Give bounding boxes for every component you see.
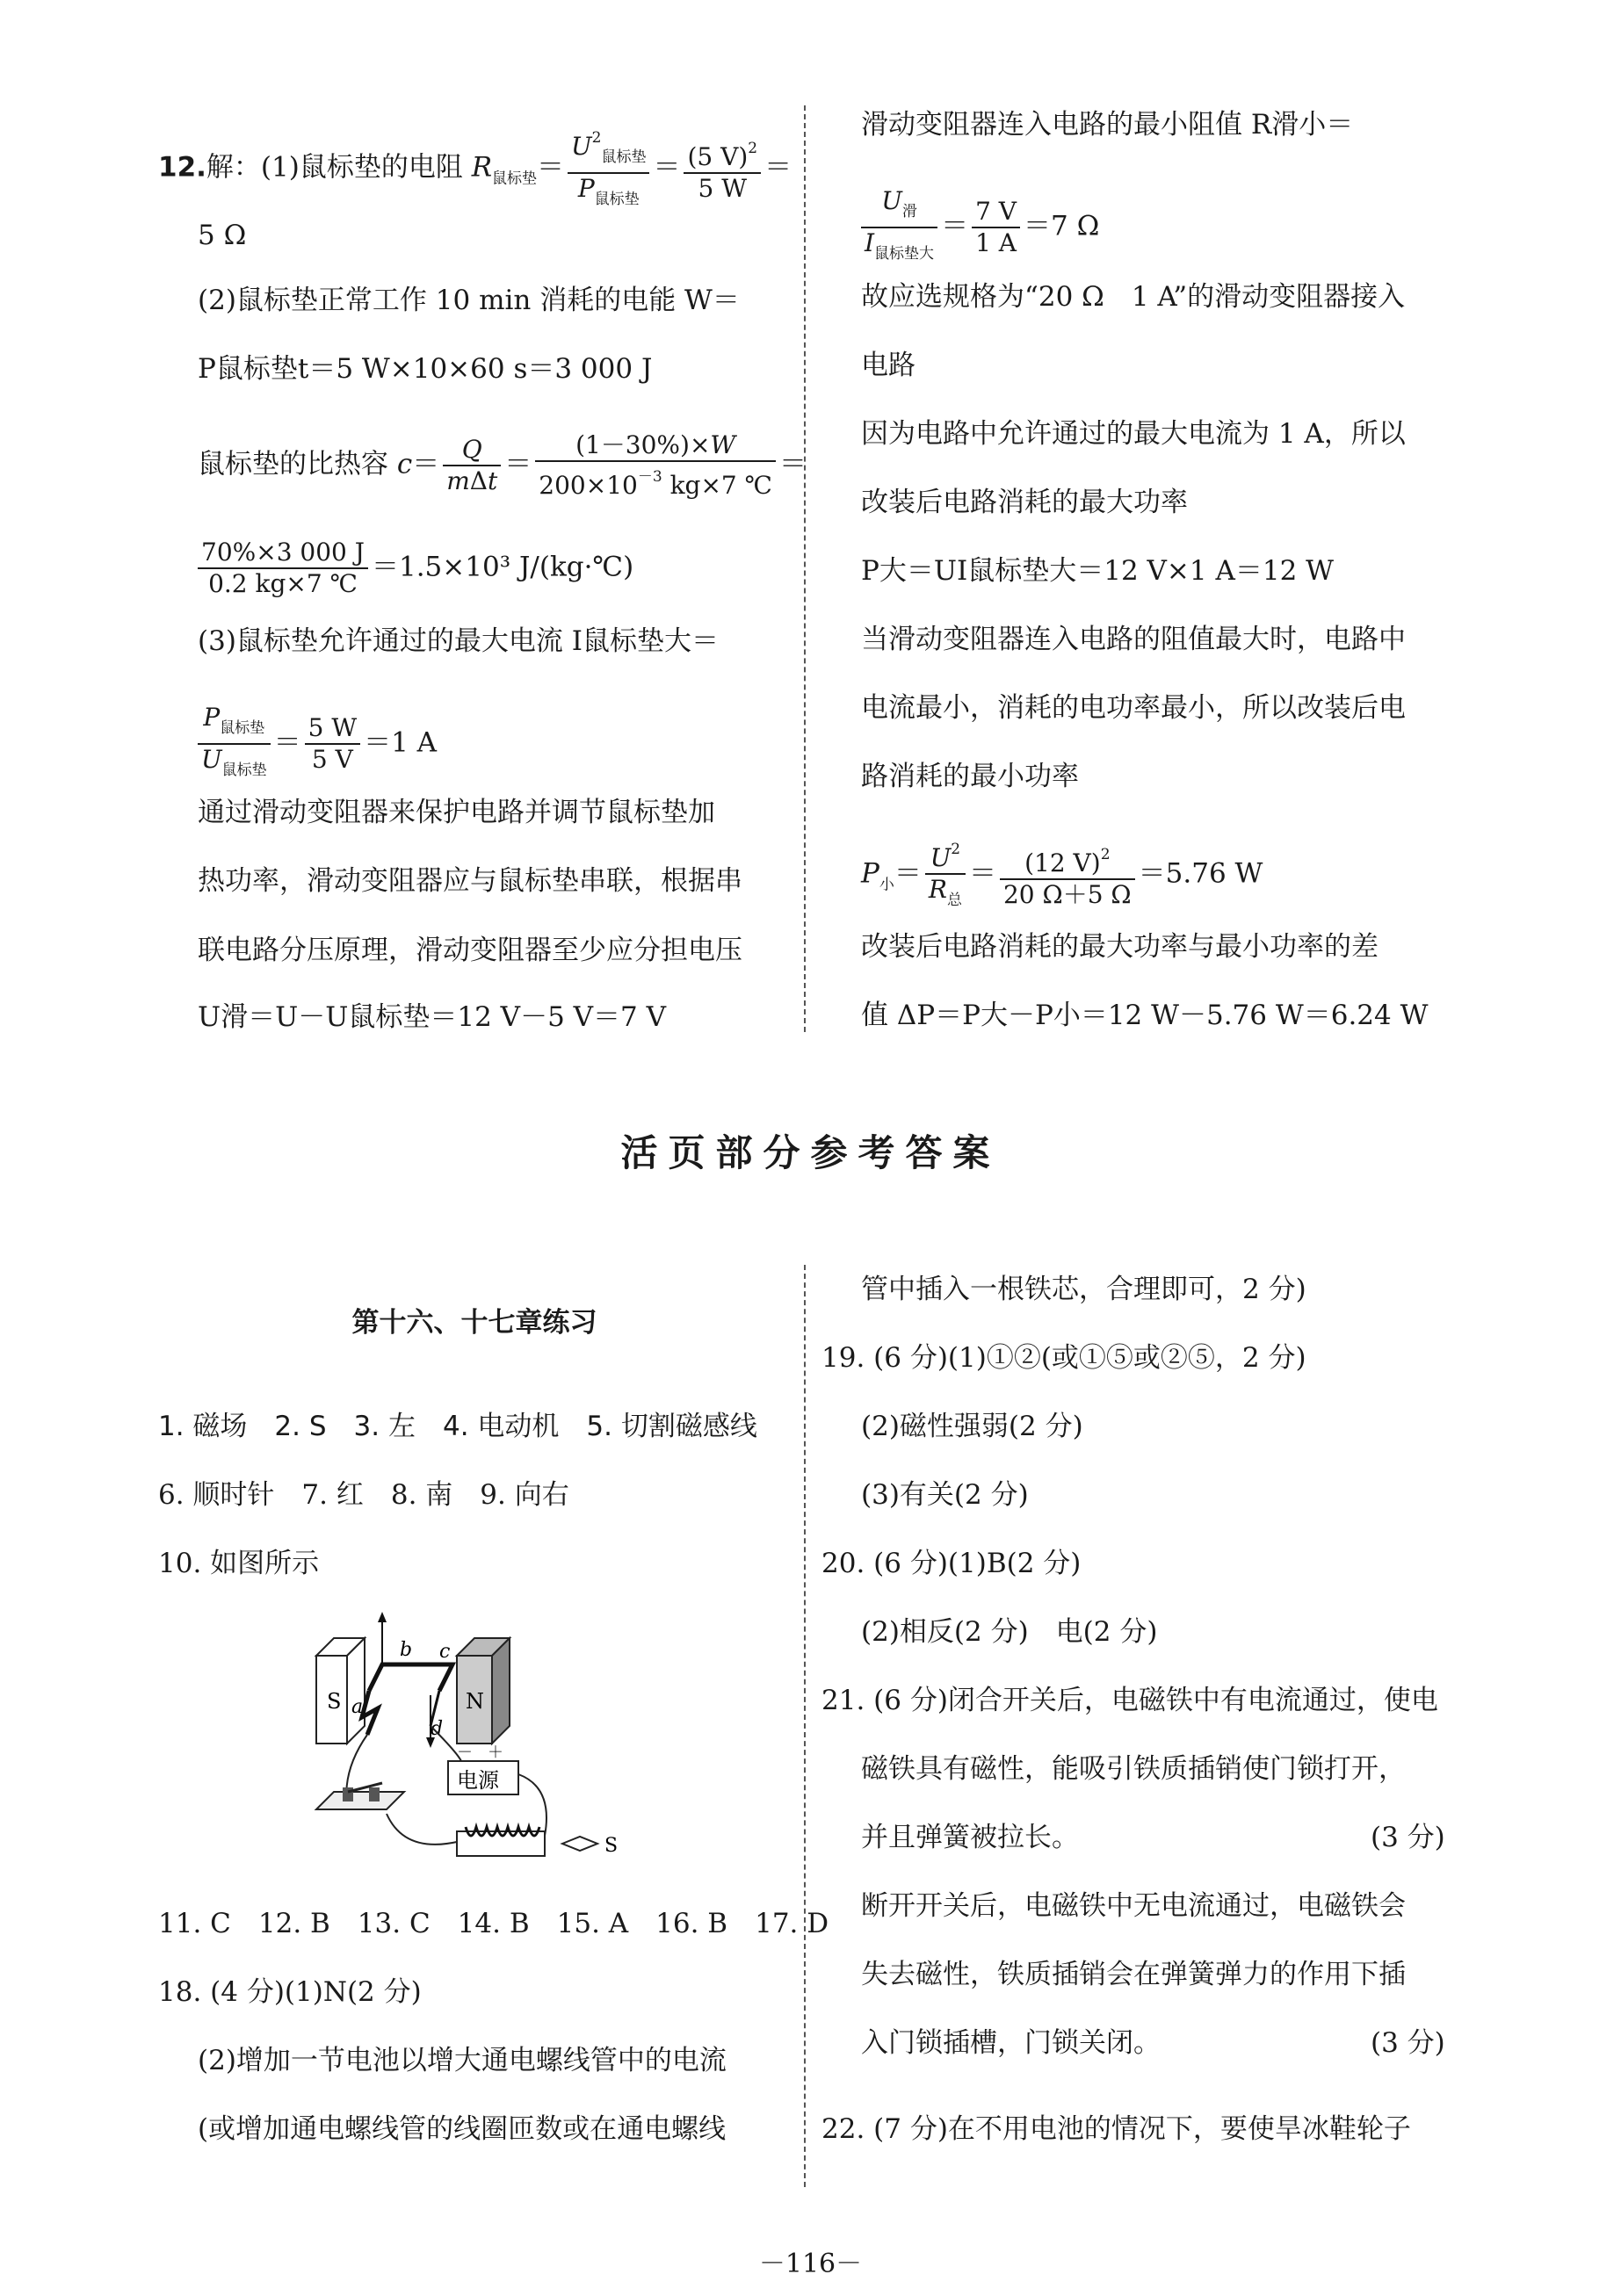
answers-line3: 10. 如图所示 — [158, 1548, 320, 1579]
q12-line2: 5 Ω — [198, 220, 247, 251]
label-c: c — [439, 1641, 451, 1663]
compass-s-label: S — [604, 1835, 619, 1857]
q12-line6: $\frac{70\%\times 3 000 J}{0.2 kg\times 7 ℃}$ ＝1.5×10³ J/(kg·℃) — [198, 538, 633, 599]
answers-line5: 18. (4 分)(1)N(2 分) — [158, 1976, 422, 2008]
answers-r-line13: 22. (7 分)在不用电池的情况下，要使旱冰鞋轮子 — [821, 2113, 1411, 2145]
column-divider-top — [804, 105, 806, 1032]
q12-line12: U滑＝U－U鼠标垫＝12 V－5 V＝7 V — [198, 1001, 666, 1033]
answers-line1: 1. 磁场 2. S 3. 左 4. 电动机 5. 切割磁感线 — [158, 1411, 757, 1442]
q12-line8: $\frac{P_{鼠标垫}}{U_{鼠标垫}}$ ＝ $\frac{5 W}{5 V}$ ＝1 A — [198, 703, 437, 785]
answers-r-score2: (3 分) — [1371, 2027, 1445, 2059]
q12r-line10: 路消耗的最小功率 — [861, 761, 1079, 792]
answers-r-score1: (3 分) — [1371, 1822, 1445, 1853]
q12r-line4: 电路 — [861, 350, 915, 381]
answers-r-line9: 并且弹簧被拉长。 — [861, 1822, 1079, 1853]
q12-line11: 联电路分压原理，滑动变阻器至少应分担电压 — [198, 935, 742, 966]
answers-line4: 11. C 12. B 13. C 14. B 15. A 16. B 17. D — [158, 1908, 829, 1939]
q12r-line7: P大＝UI鼠标垫大＝12 V×1 A＝12 W — [861, 555, 1335, 587]
section-heading: 第十六、十七章练习 — [351, 1307, 597, 1339]
q12r-line8: 当滑动变阻器连入电路的阻值最大时，电路中 — [861, 624, 1406, 655]
answers-r-line11: 失去磁性，铁质插销会在弹簧弹力的作用下插 — [861, 1959, 1406, 1990]
answers-r-line8: 磁铁具有磁性，能吸引铁质插销使门锁打开， — [861, 1753, 1406, 1785]
q12r-line9: 电流最小，消耗的电功率最小，所以改装后电 — [861, 692, 1406, 724]
q12-line9: 通过滑动变阻器来保护电路并调节鼠标垫加 — [198, 797, 715, 828]
answers-r-line10: 断开开关后，电磁铁中无电流通过，电磁铁会 — [861, 1890, 1406, 1922]
q12r-line2: $\frac{U_滑}{I_{鼠标垫大}}$ ＝ $\frac{7 V}{1 A}$ ＝7 Ω — [861, 186, 1099, 269]
label-a: a — [351, 1696, 364, 1718]
arrow-head-up — [378, 1612, 387, 1622]
n-pole-label: N — [466, 1689, 484, 1714]
answers-r-line7: 21. (6 分)闭合开关后，电磁铁中有电流通过，使电 — [821, 1685, 1438, 1716]
label-d: d — [431, 1718, 444, 1740]
q12r-line6: 改装后电路消耗的最大功率 — [861, 487, 1188, 518]
page-number: －116－ — [758, 2249, 863, 2279]
q12-line5: 鼠标垫的比热容 c＝ $\frac{Q}{\text{mΔt}}$ ＝ $\frac{(1-30\%)\times W}{200\times 10^{-3} kg\times 7 ℃}$ ＝ — [198, 430, 807, 500]
answers-r-line3: (2)磁性强弱(2 分) — [861, 1411, 1083, 1442]
answers-line7: (或增加通电螺线管的线圈匝数或在通电螺线 — [198, 2113, 727, 2145]
answers-r-line12: 入门锁插槽，门锁关闭。 — [861, 2027, 1161, 2059]
s-pole-label: S — [327, 1689, 342, 1714]
answers-line6: (2)增加一节电池以增大通电螺线管中的电流 — [198, 2045, 727, 2076]
switch-terminal-right — [369, 1787, 380, 1801]
page-title: 活页部分参考答案 — [620, 1131, 1001, 1174]
coil-bc — [369, 1664, 452, 1691]
q12-line3: (2)鼠标垫正常工作 10 min 消耗的电能 W＝ — [198, 285, 740, 316]
answers-r-line5: 20. (6 分)(1)B(2 分) — [821, 1548, 1082, 1579]
answers-line2: 6. 顺时针 7. 红 8. 南 9. 向右 — [158, 1479, 569, 1511]
power-label: 电源 — [457, 1768, 499, 1793]
q12r-line1: 滑动变阻器连入电路的最小阻值 R滑小＝ — [861, 109, 1354, 141]
electromagnet-figure — [308, 1612, 694, 1866]
wire-right — [518, 1774, 546, 1836]
q12r-line12: 改装后电路消耗的最大功率与最小功率的差 — [861, 931, 1379, 963]
q12r-line3: 故应选规格为“20 Ω 1 A”的滑动变阻器接入 — [861, 281, 1406, 313]
answers-r-line6: (2)相反(2 分) 电(2 分) — [861, 1616, 1158, 1648]
q12-line1: 12.解：(1)鼠标垫的电阻 $R_{鼠标垫}=$ $\frac{U^2_{鼠标垫}}{P_{鼠标垫}}$ ＝ $\frac{(5 V)^2}{5 W}$ ＝ — [158, 123, 792, 214]
power-minus: － — [457, 1744, 473, 1762]
q12r-line13: 值 ΔP＝P大－P小＝12 W－5.76 W＝6.24 W — [861, 1000, 1429, 1031]
compass-needle — [562, 1837, 597, 1851]
switch-board — [316, 1792, 404, 1809]
q12-line7: (3)鼠标垫允许通过的最大电流 I鼠标垫大＝ — [198, 625, 720, 657]
answers-r-line2: 19. (6 分)(1)①②(或①⑤或②⑤，2 分) — [821, 1342, 1306, 1374]
power-plus: ＋ — [488, 1744, 503, 1762]
column-divider-bottom — [804, 1265, 806, 2187]
q12r-line11: $P_小=$ $\frac{U^2}{R_总}$ ＝ $\frac{(12 V)^2}{20 \Omega+5 \Omega}$ ＝5.76 W — [861, 834, 1263, 915]
q12-line4: P鼠标垫t＝5 W×10×60 s＝3 000 J — [198, 353, 653, 385]
label-b: b — [400, 1639, 413, 1661]
q12-line10: 热功率，滑动变阻器应与鼠标垫串联，根据串 — [198, 865, 742, 897]
q12r-line5: 因为电路中允许通过的最大电流为 1 A，所以 — [861, 418, 1406, 450]
answers-r-line1: 管中插入一根铁芯，合理即可，2 分) — [861, 1274, 1306, 1305]
wire-bottom — [387, 1814, 457, 1845]
answers-r-line4: (3)有关(2 分) — [861, 1479, 1029, 1511]
